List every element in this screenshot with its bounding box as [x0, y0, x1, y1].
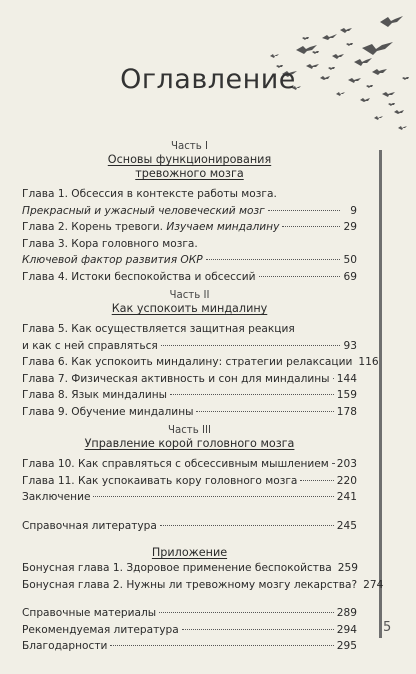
part-title: тревожного мозга [135, 167, 244, 180]
entry-row [22, 371, 357, 388]
entry-text [22, 219, 279, 236]
entry-text: Заключение [22, 491, 91, 503]
entry-row [22, 577, 384, 594]
entry-row [22, 638, 357, 655]
entry-text: Справочная литература [22, 519, 157, 532]
toc-entry[interactable] [22, 577, 384, 594]
leader-dots [282, 226, 340, 227]
entry-row [22, 269, 357, 286]
entry-page: 29 [343, 221, 357, 233]
toc-entry[interactable] [22, 560, 357, 577]
entry-page: 50 [343, 254, 357, 266]
entry-text: Справочные материалы [22, 607, 157, 619]
part-title: Как успокоить миндалину [111, 302, 268, 315]
leader-dots [93, 496, 333, 497]
entry-row [22, 252, 357, 269]
toc-entry[interactable] [22, 404, 357, 421]
leader-dots [259, 276, 340, 277]
entry-page: 274 [363, 578, 384, 591]
part-title: Основы функционирования [107, 153, 272, 166]
entry-page: 289 [336, 607, 357, 619]
toc-entry[interactable] [22, 518, 357, 535]
toc-entry[interactable] [22, 354, 379, 371]
leader-dots [159, 612, 334, 613]
toc-entry[interactable] [22, 321, 357, 354]
entry-row [22, 489, 357, 506]
entry-row [22, 203, 357, 220]
entry-row [22, 518, 357, 535]
entry-line: Глава 1. Обсессия в контексте работы мозга. [22, 188, 277, 200]
entry-text: Бонусная глава 1. Здоровое применение беспокойства [22, 562, 332, 574]
entry-row [22, 560, 357, 577]
toc-entry[interactable] [22, 219, 357, 236]
toc-entry[interactable] [22, 605, 357, 622]
vertical-rule [379, 150, 382, 638]
toc-entry[interactable] [22, 638, 357, 655]
entry-page: 241 [336, 491, 357, 503]
entry-page: 203 [336, 458, 357, 470]
part-heading [22, 141, 357, 181]
leader-dots [182, 629, 334, 630]
entry-text: Глава 6. Как успокоить миндалину: стратегии релаксации [22, 356, 353, 368]
leader-dots [110, 645, 333, 646]
entry-page: 294 [336, 623, 357, 636]
entry-text-prefix: Глава 2. Корень тревоги. [22, 221, 167, 233]
entry-page: 295 [336, 640, 357, 652]
toc-entry[interactable] [22, 236, 357, 269]
toc-entry[interactable] [22, 622, 357, 639]
entry-text: Глава 8. Язык миндалины [22, 389, 167, 401]
part-title: Управление корой головного мозга [84, 437, 295, 450]
entry-text: Прекрасный и ужасный человеческий мозг [22, 204, 265, 217]
toc-entry[interactable] [22, 473, 357, 490]
entry-text: Глава 4. Истоки беспокойства и обсессий [22, 270, 256, 283]
entry-text: Глава 7. Физическая активность и сон для миндалины [22, 372, 330, 385]
entry-page: 178 [336, 405, 357, 418]
part-label: Часть III [167, 425, 212, 436]
entry-row [22, 473, 357, 490]
leader-dots [268, 210, 340, 211]
page-title: Оглавление [120, 64, 296, 95]
entry-row [22, 622, 357, 639]
toc-entry[interactable] [22, 456, 357, 473]
part-heading [22, 425, 357, 451]
leader-dots [300, 480, 333, 481]
entry-line: Глава 3. Кора головного мозга. [22, 237, 198, 250]
leader-dots [160, 525, 334, 526]
part-title: Приложение [151, 546, 228, 559]
entry-row [22, 219, 357, 236]
leader-dots [206, 259, 340, 260]
entry-line: Глава 5. Как осуществляется защитная реакция [22, 323, 295, 335]
page-number: 5 [383, 620, 392, 635]
entry-text: Благодарности [22, 640, 108, 652]
toc-entry[interactable] [22, 371, 357, 388]
entry-text: Глава 11. Как успокаивать кору головного мозга [22, 474, 298, 487]
entry-page: 144 [336, 372, 357, 385]
leader-dots [170, 394, 334, 395]
leader-dots [332, 463, 334, 464]
entry-row [22, 605, 357, 622]
part-label: Часть I [170, 141, 208, 152]
entry-page: 116 [358, 356, 379, 368]
entry-row [22, 404, 357, 421]
entry-page: 69 [343, 270, 357, 283]
part-label: Часть II [169, 290, 210, 301]
entry-row [22, 456, 357, 473]
leader-dots [333, 378, 334, 379]
entry-row [22, 354, 379, 371]
entry-page: 159 [336, 389, 357, 401]
entry-text: Глава 10. Как справляться с обсессивным мышлением [22, 458, 329, 470]
entry-page: 245 [336, 519, 357, 532]
entry-row [22, 387, 357, 404]
entry-text: Ключевой фактор развития ОКР [22, 254, 203, 266]
toc-entry[interactable] [22, 269, 357, 286]
part-heading [22, 546, 357, 560]
part-heading [22, 290, 357, 316]
toc-entry[interactable] [22, 186, 357, 219]
toc-entry[interactable] [22, 387, 357, 404]
entry-page: 259 [337, 562, 358, 574]
entry-page: 93 [343, 339, 357, 352]
entry-row [22, 338, 357, 355]
toc-entry[interactable] [22, 489, 357, 506]
table-of-contents [22, 141, 384, 655]
entry-text-italic: Изучаем миндалину [166, 221, 280, 233]
entry-text: Глава 9. Обучение миндалины [22, 405, 194, 418]
entry-page: 9 [350, 204, 357, 217]
entry-text: Бонусная глава 2. Нужны ли тревожному мозгу лекарства? [22, 578, 358, 591]
entry-text: Рекомендуемая литература [22, 623, 179, 636]
leader-dots [161, 345, 340, 346]
leader-dots [196, 411, 333, 412]
entry-text: и как с ней справляться [22, 339, 158, 352]
entry-page: 220 [336, 474, 357, 487]
